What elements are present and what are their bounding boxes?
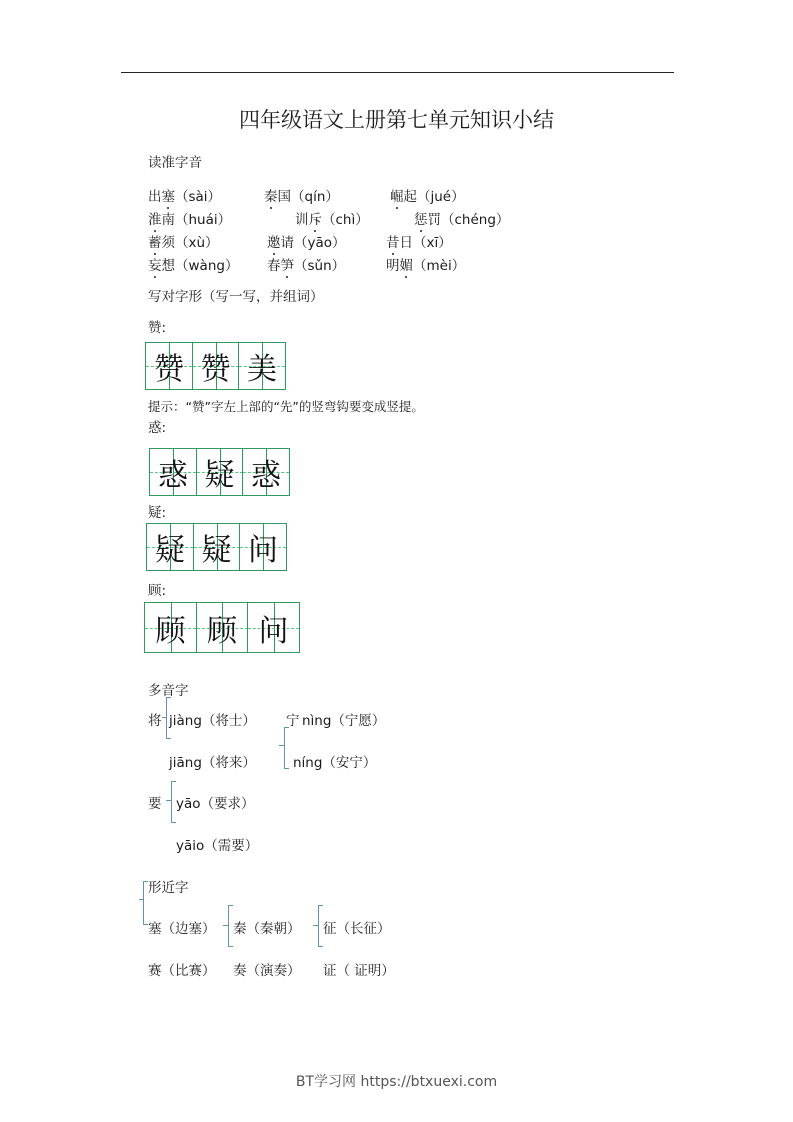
polyphone-char-yao: 要 — [148, 796, 162, 812]
similar-char: 证（ 证明） — [323, 963, 395, 979]
pinyin: （chéng） — [441, 212, 510, 228]
similar-char: 征（长征） — [323, 921, 391, 937]
group-label-gu: 顾: — [148, 583, 167, 599]
polyphone-reading: níng（安宁） — [293, 755, 377, 771]
pinyin: （sài） — [175, 189, 222, 205]
word-char: 须 — [161, 235, 175, 251]
grid-cell: 赞 — [192, 342, 240, 390]
grid-cell: 惑 — [149, 448, 197, 496]
emphasized-char: 媚 — [399, 258, 413, 274]
word-char: 起 — [403, 189, 417, 205]
pronunciation-item — [148, 208, 231, 228]
pinyin: （xī） — [413, 235, 452, 251]
word-char: 明 — [386, 258, 400, 274]
polyphone-char-ning: 宁 — [286, 713, 300, 729]
polyphone-reading: yāio（需要） — [176, 838, 259, 854]
pronunciation-item — [148, 185, 221, 205]
emphasized-char: 惩 — [414, 212, 428, 228]
group-label-zan: 赞: — [148, 320, 167, 336]
group-label-yi: 疑: — [148, 505, 167, 521]
polyphone-reading: nìng（宁愿） — [302, 713, 386, 729]
pronunciation-item — [386, 231, 452, 251]
emphasized-char: 昔 — [386, 235, 400, 251]
pinyin: （wàng） — [175, 258, 239, 274]
word-char: 请 — [280, 235, 294, 251]
polyphone-reading: jiàng（将士） — [169, 713, 256, 729]
pronunciation-item — [148, 254, 238, 274]
emphasized-char: 笋 — [280, 258, 294, 274]
similar-char: 秦（秦朝） — [233, 921, 301, 937]
char-grid-gu — [144, 602, 299, 653]
word-char: 罚 — [427, 212, 441, 228]
pronunciation-item — [264, 185, 339, 205]
polyphone-char-jiang: 将 — [148, 713, 162, 729]
pronunciation-item — [267, 231, 346, 251]
pinyin: （xù） — [175, 235, 219, 251]
emphasized-char: 淮 — [148, 212, 162, 228]
emphasized-char: 秦 — [264, 189, 278, 205]
grid-cell: 顾 — [196, 602, 249, 653]
section-heading-writing: 写对字形（写一写，并组词） — [148, 289, 324, 305]
char-grid-huo — [149, 448, 289, 496]
grid-cell: 疑 — [196, 448, 244, 496]
emphasized-char: 塞 — [161, 189, 175, 205]
pinyin: （mèi） — [413, 258, 466, 274]
char-grid-zan — [145, 342, 285, 390]
pronunciation-item — [148, 231, 219, 251]
emphasized-char: 斥 — [308, 212, 322, 228]
word-char: 训 — [295, 212, 309, 228]
similar-char: 赛（比赛） — [148, 963, 216, 979]
pinyin: （chì） — [322, 212, 369, 228]
section-heading-similar: 形近字 — [148, 880, 189, 896]
grid-cell: 疑 — [193, 523, 241, 571]
brace-icon — [284, 727, 289, 769]
word-char: 日 — [399, 235, 413, 251]
grid-cell: 问 — [239, 523, 287, 571]
polyphone-reading: jiāng（将来） — [169, 755, 256, 771]
word-char: 南 — [161, 212, 175, 228]
writing-tip: 提示：“赞”字左上部的“先”的竖弯钩要变成竖提。 — [148, 399, 424, 414]
grid-cell: 问 — [247, 602, 300, 653]
section-heading-pronunciation: 读准字音 — [148, 155, 202, 171]
grid-cell: 疑 — [146, 523, 194, 571]
pronunciation-item — [267, 254, 345, 274]
emphasized-char: 崛 — [390, 189, 404, 205]
emphasized-char: 妄 — [148, 258, 162, 274]
word-char: 出 — [148, 189, 162, 205]
similar-char: 塞（边塞） — [148, 921, 216, 937]
footer-watermark: BT学习网 https://btxuexi.com — [295, 1074, 498, 1090]
pronunciation-item — [414, 208, 509, 228]
header-rule — [121, 72, 674, 73]
grid-cell: 惑 — [242, 448, 290, 496]
page-title: 四年级语文上册第七单元知识小结 — [239, 108, 554, 132]
pinyin: （sǔn） — [294, 258, 346, 274]
pinyin: （qín） — [291, 189, 339, 205]
group-label-huo: 惑: — [148, 420, 167, 436]
pronunciation-item — [295, 208, 369, 228]
grid-cell: 赞 — [145, 342, 193, 390]
pinyin: （yāo） — [294, 235, 346, 251]
pinyin: （jué） — [417, 189, 465, 205]
section-heading-polyphone: 多音字 — [148, 683, 189, 699]
char-grid-yi — [146, 523, 286, 571]
similar-char: 奏（演奏） — [233, 963, 301, 979]
word-char: 春 — [267, 258, 281, 274]
pronunciation-item — [386, 254, 465, 274]
word-char: 想 — [161, 258, 175, 274]
emphasized-char: 邀 — [267, 235, 281, 251]
pinyin: （huái） — [175, 212, 232, 228]
polyphone-reading: yāo（要求） — [176, 796, 255, 812]
grid-cell: 顾 — [144, 602, 197, 653]
grid-cell: 美 — [238, 342, 286, 390]
word-char: 国 — [277, 189, 291, 205]
emphasized-char: 蓄 — [148, 235, 162, 251]
pronunciation-item — [390, 185, 465, 205]
